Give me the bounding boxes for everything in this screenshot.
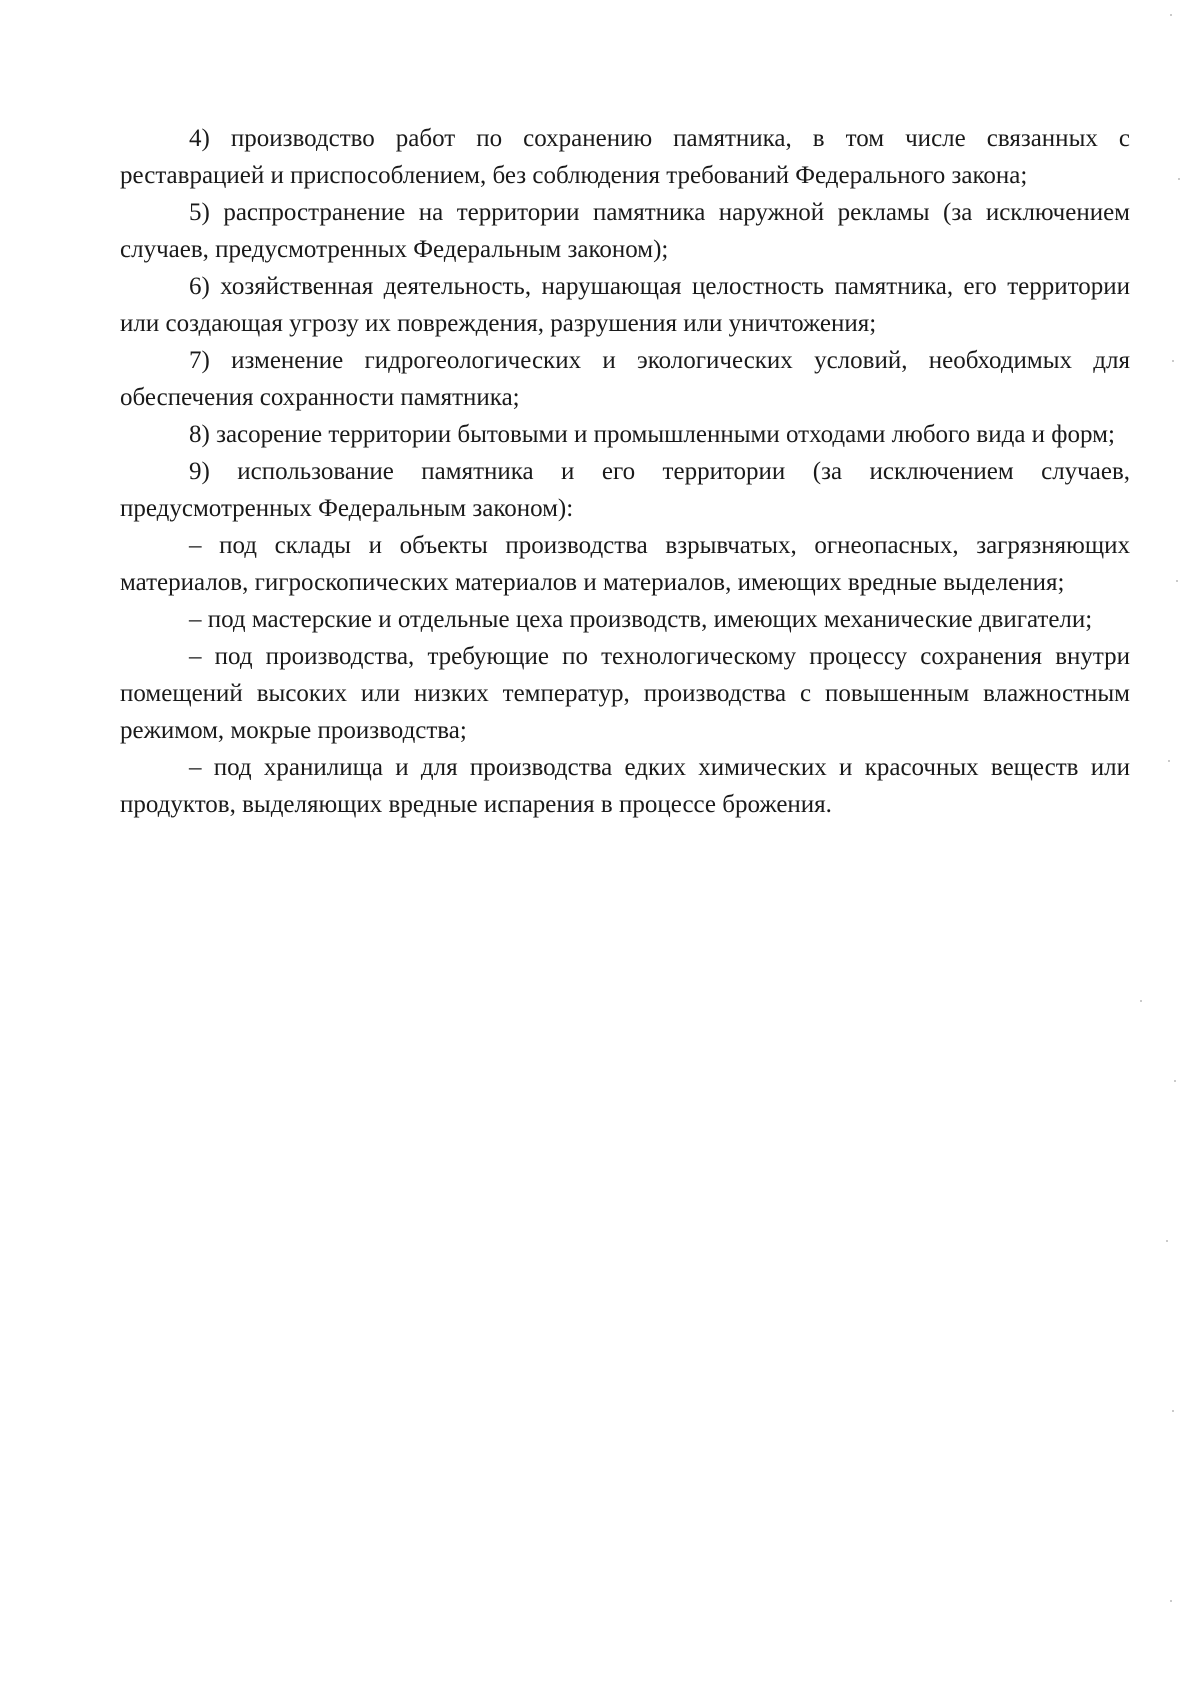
paragraph-subitem-temperature-production: – под производства, требующие по технологическому процессу сохранения внутри помещений высоких или низких температур, производства с повышенным влажностным режимом, мокрые производства; [120,643,1130,744]
scan-speck [1170,14,1172,16]
paragraph-item-6: 6) хозяйственная деятельность, нарушающая целостность памятника, его территории или создающая угрозу их повреждения, разрушения или уничтожения; [120,273,1130,337]
paragraph-subitem-workshops: – под мастерские и отдельные цеха производств, имеющих механические двигатели; [189,606,1093,633]
paragraph-item-8: 8) засорение территории бытовыми и промышленными отходами любого вида и форм; [189,421,1115,448]
scan-speck [1178,178,1180,180]
paragraph-item-4: 4) производство работ по сохранению памятника, в том числе связанных с реставрацией и приспособлением, без соблюдения требований Федерального закона; [120,125,1130,189]
scan-speck [1170,1600,1172,1602]
paragraph-item-5: 5) распространение на территории памятника наружной рекламы (за исключением случаев, предусмотренных Федеральным законом); [120,199,1130,263]
scan-speck [1172,360,1174,362]
scan-speck [1168,760,1170,762]
document-body [120,120,1130,823]
scan-speck [1140,1000,1142,1002]
scan-speck [1174,1080,1176,1082]
paragraph-item-7: 7) изменение гидрогеологических и экологических условий, необходимых для обеспечения сохранности памятника; [120,347,1130,411]
paragraph-subitem-warehouses: – под склады и объекты производства взрывчатых, огнеопасных, загрязняющих материалов, гигроскопических материалов и материалов, имеющих вредные выделения; [120,532,1130,596]
scan-speck [1166,1240,1168,1242]
scan-speck [1172,1410,1174,1412]
paragraph-subitem-chemical-storage: – под хранилища и для производства едких химических и красочных веществ или продуктов, выделяющих вредные испарения в процессе брожения. [120,754,1130,818]
paragraph-item-9: 9) использование памятника и его территории (за исключением случаев, предусмотренных Федеральным законом): [120,458,1130,522]
scan-speck [1176,580,1178,582]
